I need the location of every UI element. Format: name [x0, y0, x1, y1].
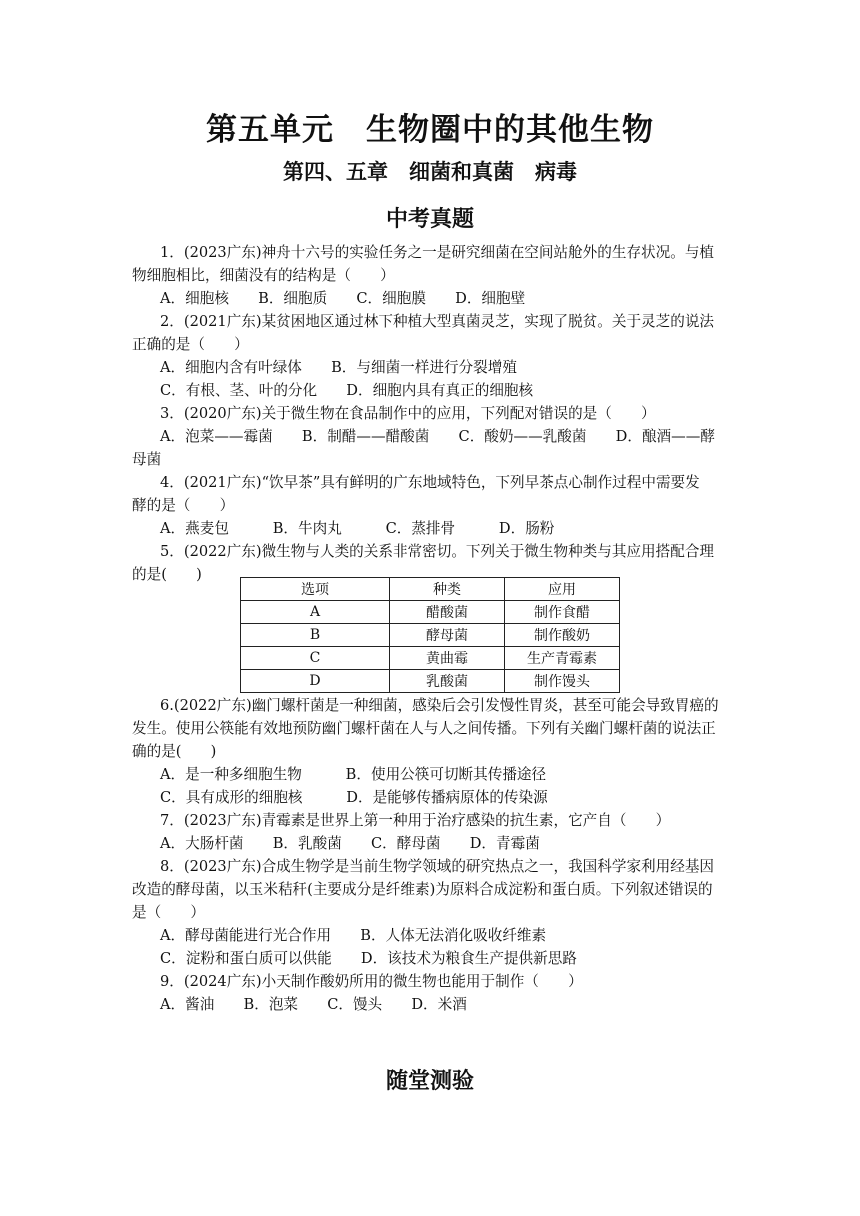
table-cell: 酵母菌	[390, 624, 505, 647]
q2-options-cd: C．有根、茎、叶的分化 D．细胞内具有真正的细胞核	[160, 382, 534, 399]
q5-header-option: 选项	[241, 578, 390, 601]
q3-stem: 3．(2020广东)关于微生物在食品制作中的应用，下列配对错误的是（ ）	[160, 405, 656, 422]
q8-stem-line-3: 是（ ）	[132, 904, 205, 921]
q9-options: A．酱油 B．泡菜 C．馒头 D．米酒	[160, 996, 467, 1013]
unit-title: 第五单元 生物圈中的其他生物	[206, 112, 654, 148]
table-cell: 生产青霉素	[505, 647, 620, 670]
q4-stem-line-2: 酵的是（ ）	[132, 497, 235, 514]
q4-options: A．燕麦包 B．牛肉丸 C．蒸排骨 D．肠粉	[160, 520, 555, 537]
q8-stem-line-1: 8．(2023广东)合成生物学是当前生物学领域的研究热点之一，我国科学家利用经基因	[160, 858, 715, 875]
q2-options-ab: A．细胞内含有叶绿体 B．与细菌一样进行分裂增殖	[160, 359, 517, 376]
q5-table-header-row	[241, 578, 620, 601]
section-heading-exam: 中考真题	[385, 207, 474, 232]
q6-stem-line-1: 6.(2022广东)幽门螺杆菌是一种细菌，感染后会引发慢性胃炎，甚至可能会导致胃癌的	[160, 697, 719, 714]
q6-stem-line-2: 发生。使用公筷能有效地预防幽门螺杆菌在人与人之间传播。下列有关幽门螺杆菌的说法正	[132, 720, 716, 737]
table-row	[241, 601, 620, 624]
table-cell: 醋酸菌	[390, 601, 505, 624]
q7-options: A．大肠杆菌 B．乳酸菌 C．酵母菌 D．青霉菌	[160, 835, 540, 852]
q5-header-application: 应用	[505, 578, 620, 601]
table-cell: B	[241, 624, 390, 647]
q7-stem: 7．(2023广东)青霉素是世界上第一种用于治疗感染的抗生素，它产自（ ）	[160, 812, 671, 829]
q1-options: A．细胞核 B．细胞质 C．细胞膜 D．细胞壁	[160, 290, 526, 307]
table-cell: 制作酸奶	[505, 624, 620, 647]
q1-stem-line-1: 1．(2023广东)神舟十六号的实验任务之一是研究细菌在空间站舱外的生存状况。与植	[160, 244, 715, 261]
q2-stem-line-2: 正确的是（ ）	[132, 336, 249, 353]
table-cell: D	[241, 670, 390, 693]
q6-options-ab: A．是一种多细胞生物 B．使用公筷可切断其传播途径	[160, 766, 547, 783]
table-cell: 乳酸菌	[390, 670, 505, 693]
q5-header-species: 种类	[390, 578, 505, 601]
q2-stem-line-1: 2．(2021广东)某贫困地区通过林下种植大型真菌灵芝，实现了脱贫。关于灵芝的说法	[160, 313, 715, 330]
table-cell: 制作食醋	[505, 601, 620, 624]
q8-stem-line-2: 改造的酵母菌，以玉米秸秆(主要成分是纤维素)为原料合成淀粉和蛋白质。下列叙述错误的	[132, 881, 713, 898]
table-cell: A	[241, 601, 390, 624]
table-cell: 黄曲霉	[390, 647, 505, 670]
q3-options-wrap: 母菌	[132, 451, 162, 468]
table-cell: 制作馒头	[505, 670, 620, 693]
table-row	[241, 624, 620, 647]
table-cell: C	[241, 647, 390, 670]
q8-options-cd: C．淀粉和蛋白质可以供能 D．该技术为粮食生产提供新思路	[160, 950, 577, 967]
q1-stem-line-2: 物细胞相比，细菌没有的结构是（ ）	[132, 267, 395, 284]
q4-stem-line-1: 4．(2021广东)“饮早茶”具有鲜明的广东地域特色，下列早茶点心制作过程中需要发	[160, 474, 700, 491]
q5-stem-line-2: 的是( )	[132, 566, 202, 583]
q8-options-ab: A．酵母菌能进行光合作用 B．人体无法消化吸收纤维素	[160, 927, 547, 944]
section-heading-quiz: 随堂测验	[385, 1069, 474, 1094]
q6-options-cd: C．具有成形的细胞核 D．是能够传播病原体的传染源	[160, 789, 548, 806]
q5-table	[240, 577, 620, 693]
q3-options: A．泡菜——霉菌 B．制醋——醋酸菌 C．酸奶——乳酸菌 D．酿酒——酵	[160, 428, 715, 445]
table-row	[241, 647, 620, 670]
table-row	[241, 670, 620, 693]
q6-stem-line-3: 确的是( )	[132, 743, 217, 760]
q5-stem-line-1: 5．(2022广东)微生物与人类的关系非常密切。下列关于微生物种类与其应用搭配合理	[160, 543, 715, 560]
chapter-subtitle: 第四、五章 细菌和真菌 病毒	[283, 160, 577, 184]
q9-stem: 9．(2024广东)小天制作酸奶所用的微生物也能用于制作（ ）	[160, 973, 583, 990]
